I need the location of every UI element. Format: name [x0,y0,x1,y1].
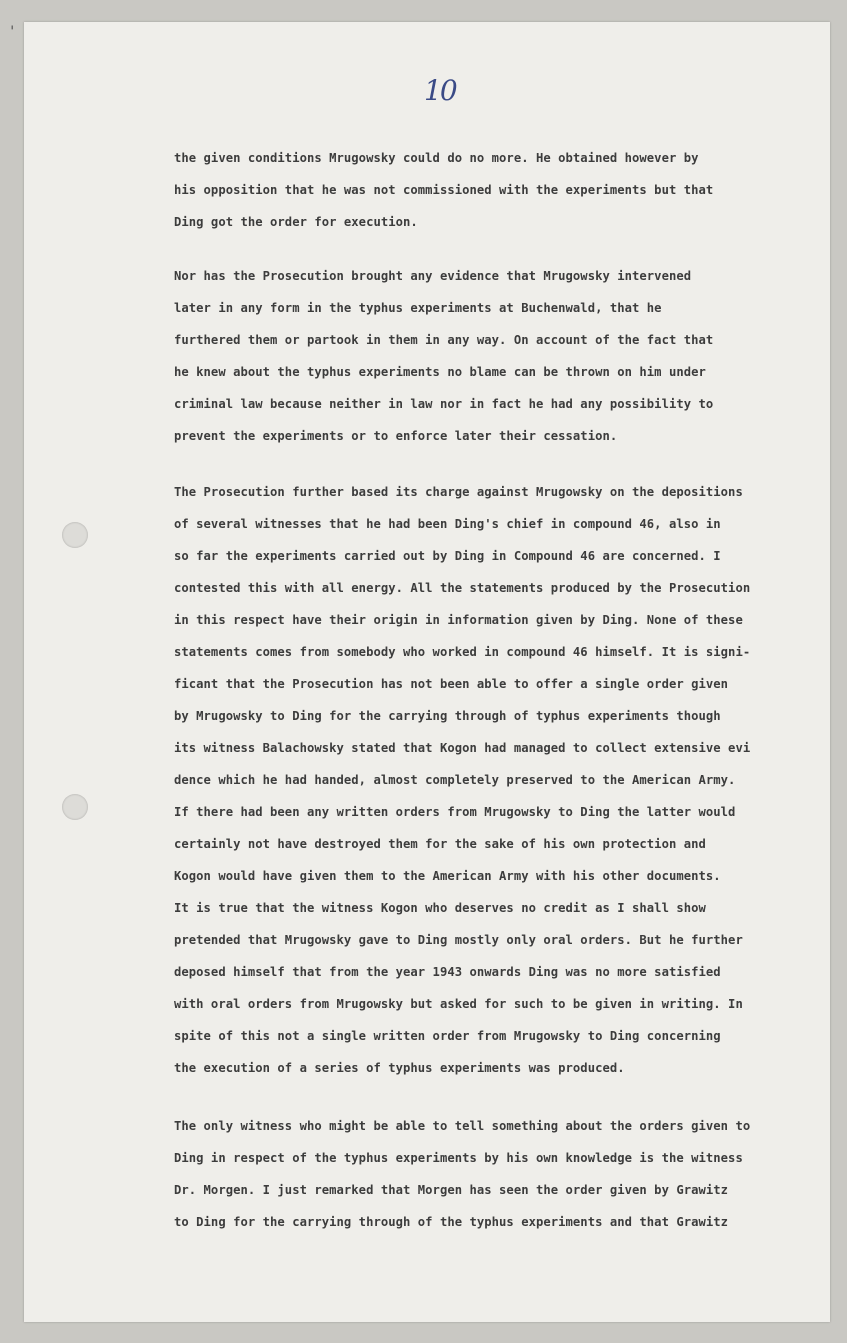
text-line: criminal law because neither in law nor in fact he had any possibility to [174,397,714,411]
text-line: Dr. Morgen. I just remarked that Morgen has seen the order given by Grawitz [174,1183,729,1197]
text-line: It is true that the witness Kogon who deserves no credit as I shall show [174,901,706,915]
margin-mark: ' [8,24,17,40]
text-line: so far the experiments carried out by Ding in Compound 46 are concerned. I [174,549,721,563]
text-line: Nor has the Prosecution brought any evidence that Mrugowsky intervened [174,269,692,283]
text-line: The Prosecution further based its charge against Mrugowsky on the depositions [174,485,743,499]
text-line: Kogon would have given them to the American Army with his other documents. [174,869,721,883]
text-line: in this respect have their origin in information given by Ding. None of these [174,613,743,627]
text-line: to Ding for the carrying through of the typhus experiments and that Grawitz [174,1215,729,1229]
text-line: contested this with all energy. All the statements produced by the Prosecution [174,581,751,595]
punch-hole [62,522,88,548]
text-line: of several witnesses that he had been Ding's chief in compound 46, also in [174,517,721,531]
text-line: Ding in respect of the typhus experiments by his own knowledge is the witness [174,1151,743,1165]
paragraph-1 [174,142,814,238]
text-line: certainly not have destroyed them for the sake of his own protection and [174,837,706,851]
paragraph-2 [174,260,814,452]
text-line: later in any form in the typhus experiments at Buchenwald, that he [174,301,662,315]
text-line: spite of this not a single written order from Mrugowsky to Ding concerning [174,1029,721,1043]
text-line: The only witness who might be able to tell something about the orders given to [174,1119,751,1133]
text-line: If there had been any written orders from Mrugowsky to Ding the latter would [174,805,736,819]
text-line: by Mrugowsky to Ding for the carrying through of typhus experiments though [174,709,721,723]
text-line: furthered them or partook in them in any way. On account of the fact that [174,333,714,347]
paragraph-4 [174,1110,814,1238]
text-line: deposed himself that from the year 1943 onwards Ding was no more satisfied [174,965,721,979]
text-line: with oral orders from Mrugowsky but asked for such to be given in writing. In [174,997,743,1011]
text-line: his opposition that he was not commissioned with the experiments but that [174,183,714,197]
text-line: the given conditions Mrugowsky could do no more. He obtained however by [174,151,699,165]
text-line: pretended that Mrugowsky gave to Ding mostly only oral orders. But he further [174,933,743,947]
text-line: the execution of a series of typhus experiments was produced. [174,1061,625,1075]
text-line: statements comes from somebody who worked in compound 46 himself. It is signi- [174,645,751,659]
text-line: its witness Balachowsky stated that Kogon had managed to collect extensive evi [174,741,751,755]
text-line: dence which he had handed, almost completely preserved to the American Army. [174,773,736,787]
text-line: he knew about the typhus experiments no blame can be thrown on him under [174,365,706,379]
paragraph-3 [174,476,814,1084]
text-line: prevent the experiments or to enforce later their cessation. [174,429,618,443]
text-line: ficant that the Prosecution has not been able to offer a single order given [174,677,729,691]
text-line: Ding got the order for execution. [174,215,418,229]
punch-hole [62,794,88,820]
page-number: 10 [424,74,456,107]
